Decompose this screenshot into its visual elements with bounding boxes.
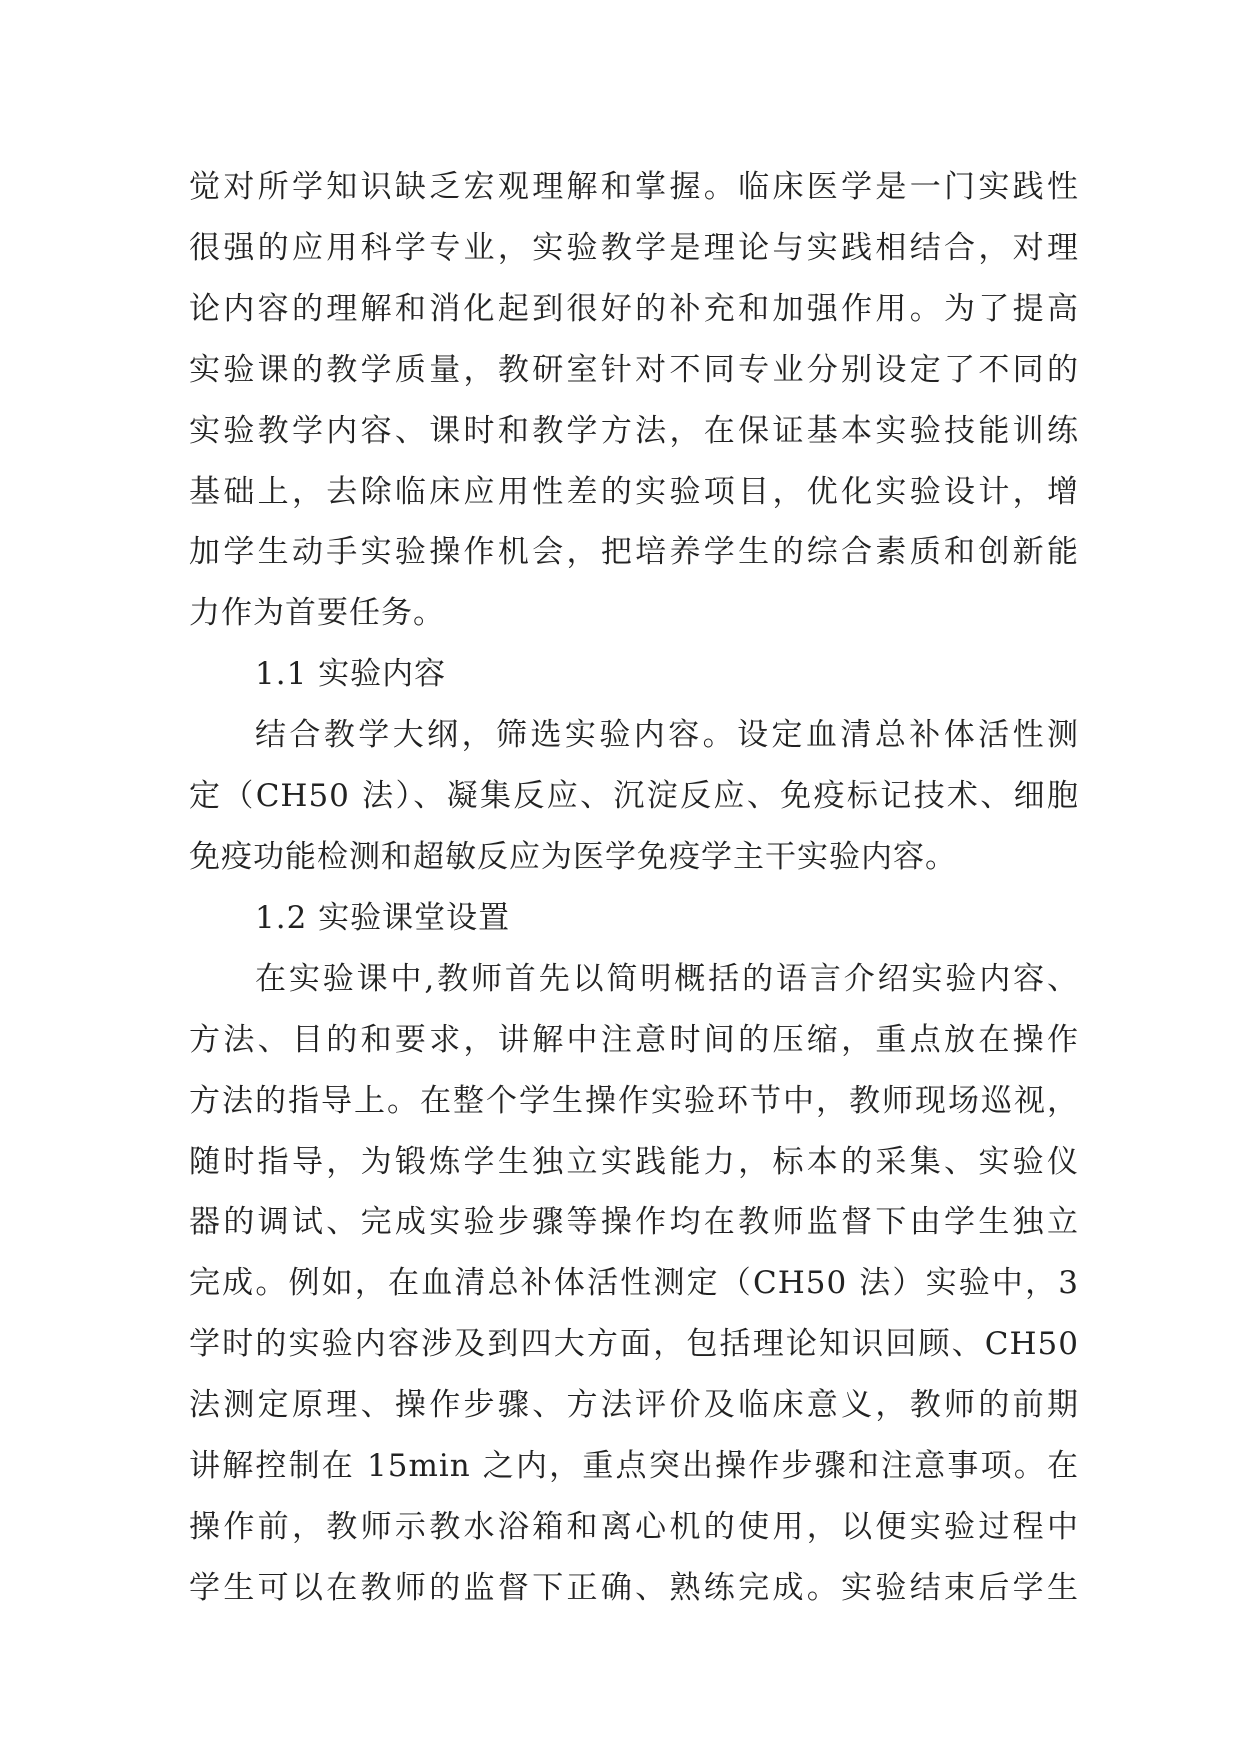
text-line: 结合教学大纲，筛选实验内容。设定血清总补体活性测	[255, 717, 1079, 754]
text-line: 在实验课中,教师首先以简明概括的语言介绍实验内容、	[255, 960, 1079, 997]
text-line: 完成。例如，在血清总补体活性测定（CH50 法）实验中，3	[189, 1265, 1079, 1302]
text-line: 很强的应用科学专业，实验教学是理论与实践相结合，对理	[189, 229, 1079, 266]
paragraph-intro	[189, 157, 1079, 644]
text-line: 觉对所学知识缺乏宏观理解和掌握。临床医学是一门实践性	[189, 169, 1079, 205]
text-line: 方法、目的和要求，讲解中注意时间的压缩，重点放在操作	[189, 1021, 1079, 1058]
text-line: 器的调试、完成实验步骤等操作均在教师监督下由学生独立	[189, 1204, 1079, 1241]
section-heading-1-1: 1.1 实验内容	[255, 656, 447, 693]
paragraph-classroom-setup	[189, 949, 1079, 1619]
text-line: 学生可以在教师的监督下正确、熟练完成。实验结束后学生	[189, 1569, 1079, 1606]
text-line: 实验教学内容、课时和教学方法，在保证基本实验技能训练	[189, 412, 1079, 449]
text-line: 免疫功能检测和超敏反应为医学免疫学主干实验内容。	[189, 838, 957, 875]
text-line: 定（CH50 法）、凝集反应、沉淀反应、免疫标记技术、细胞	[189, 778, 1079, 815]
text-line: 加学生动手实验操作机会，把培养学生的综合素质和创新能	[189, 534, 1079, 571]
text-line: 论内容的理解和消化起到很好的补充和加强作用。为了提高	[189, 290, 1079, 327]
text-line: 随时指导，为锻炼学生独立实践能力，标本的采集、实验仪	[189, 1143, 1079, 1180]
text-line: 实验课的教学质量，教研室针对不同专业分别设定了不同的	[189, 351, 1079, 388]
text-line: 力作为首要任务。	[189, 595, 445, 632]
text-line: 操作前，教师示教水浴箱和离心机的使用，以便实验过程中	[189, 1508, 1079, 1545]
text-line: 学时的实验内容涉及到四大方面，包括理论知识回顾、CH50	[189, 1326, 1079, 1363]
section-heading-1-2: 1.2 实验课堂设置	[255, 899, 511, 936]
text-line: 法测定原理、操作步骤、方法评价及临床意义，教师的前期	[189, 1387, 1079, 1424]
paragraph-experiment-content	[189, 705, 1079, 888]
text-line: 基础上，去除临床应用性差的实验项目，优化实验设计，增	[189, 473, 1079, 510]
document-body	[189, 157, 1079, 1619]
text-line: 讲解控制在 15min 之内，重点突出操作步骤和注意事项。在	[189, 1448, 1079, 1485]
text-line: 方法的指导上。在整个学生操作实验环节中，教师现场巡视，	[189, 1082, 1079, 1119]
